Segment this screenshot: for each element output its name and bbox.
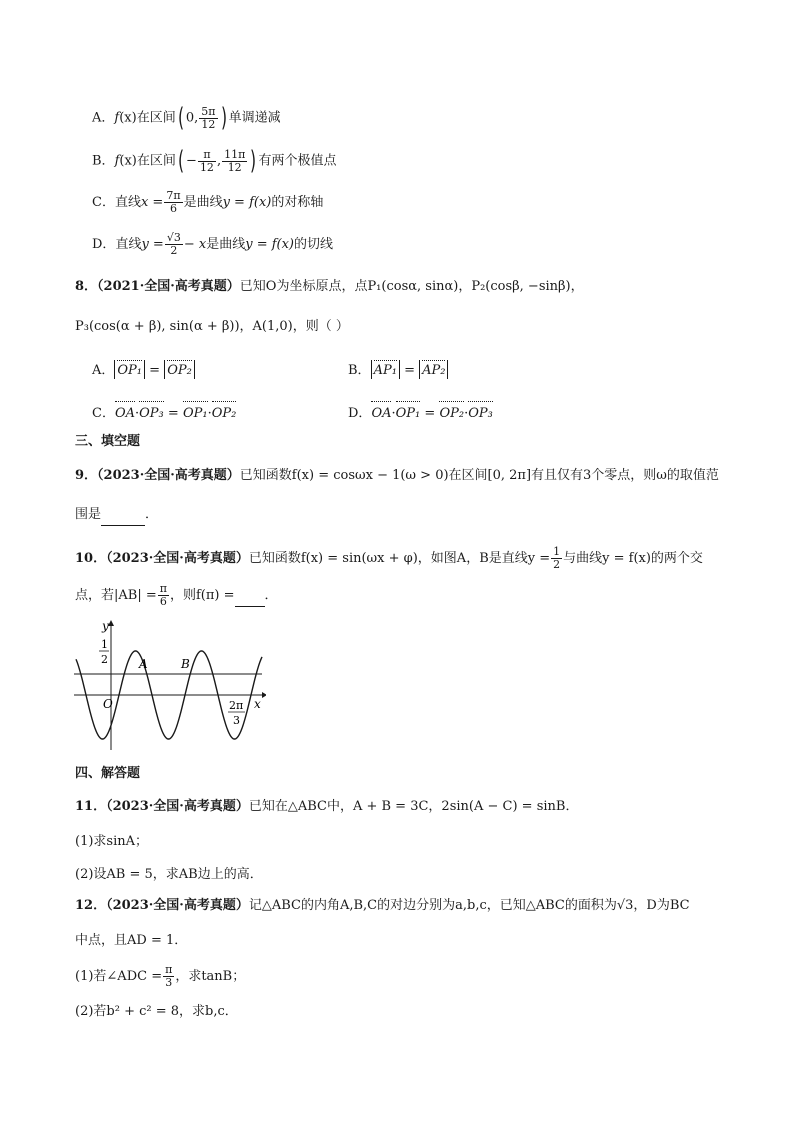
point-b-label: B [181,657,190,671]
q9-stem-line1: 9．（2023·全国·高考真题）已知函数f(x) = cosωx − 1(ω > 0)在区间[0, 2π]有且仅有3个零点，则ω的取值范 [75,468,719,483]
tick-2pi3-den: 3 [233,714,240,727]
frac-pi-3: $\frac{\pi}{3}$ [165,963,173,989]
frac-pi-12: $\frac{\pi}{12}$ [199,147,214,174]
q7-option-a: A．f(x)在区间( 0, $\frac{5\pi}{12}$ ) 单调递减 [92,103,281,133]
half-label-den: 2 [101,653,108,666]
q9-stem-line2: 围是 ． [75,505,158,526]
q8-option-d: D．OA·OP₁ = OP₂·OP₃ [348,401,493,424]
q10-stem-line1: 10．（2023·全国·高考真题）已知函数f(x) = sin(ωx + φ)，如图A，B是直线y = $\frac{1}{2}$ 与曲线y = f(x)的两个交 [75,545,703,571]
sine-graph [66,618,266,752]
q12-stem-line2: 中点，且AD = 1． [75,933,188,948]
frac-5pi-12: $\frac{5\pi}{12}$ [201,104,216,131]
frac-1-2: $\frac{1}{2}$ [553,545,561,571]
frac-sqrt3-2: $\frac{√3}{2}$ [166,231,181,257]
y-axis-arrow [108,620,114,626]
frac-11pi-12: $\frac{11\pi}{12}$ [224,147,246,174]
q11-stem: 11．（2023·全国·高考真题）已知在△ABC中，A + B = 3C，2sin(A − C) = sinB． [75,799,579,814]
q8-option-b: B． AP₁ = AP₂ [348,360,448,381]
q7-option-b: B．f(x)在区间( − $\frac{\pi}{12}$ , $\frac{11\pi}{12}$ ) 有两个极值点 [92,146,337,176]
frac-pi-6: $\frac{\pi}{6}$ [159,582,167,608]
q8-option-c: C．OA·OP₃ = OP₁·OP₂ [92,401,236,424]
tick-2pi3-num: 2π [229,699,244,712]
q7-option-c: C．直线x = $\frac{7\pi}{6}$ 是曲线y = f(x)的对称轴 [92,189,324,215]
q12-part1: (1)若∠ADC = $\frac{\pi}{3}$ ，求tanB； [75,963,246,989]
half-label-num: 1 [101,638,108,651]
q10-stem-line2: 点，若|AB| = $\frac{\pi}{6}$ ，则f(π) = ． [75,582,278,608]
section-heading-fill-in: 三、填空题 [75,434,141,449]
q7-option-d: D．直线y = $\frac{√3}{2}$ − x是曲线y = f(x)的切线 [92,231,334,257]
q8-option-a: A． OP₁ = OP₂ [92,360,195,381]
frac-7pi-6: $\frac{7\pi}{6}$ [166,189,181,215]
section-heading-solutions: 四、解答题 [75,766,141,781]
y-axis-label: y [102,619,109,633]
q12-stem-line1: 12．（2023·全国·高考真题）记△ABC的内角A,B,C的对边分别为a,b,c，已知△ABC的面积为√3，D为BC [75,898,690,913]
q8-stem-line2: P₃(cos(α + β), sin(α + β))，A(1,0)，则（ ） [75,319,349,334]
q11-part1: (1)求sinA； [75,834,149,849]
origin-label: O [103,697,113,711]
x-axis-label: x [254,697,261,711]
x-axis-arrow [262,692,266,698]
q11-part2: (2)设AB = 5，求AB边上的高． [75,867,263,882]
point-a-label: A [139,657,148,671]
q8-stem-line1: 8．（2021·全国·高考真题）已知O为坐标原点，点P₁(cosα, sinα)，P₂(cosβ, −sinβ)， [75,279,584,294]
q12-part2: (2)若b² + c² = 8，求b,c． [75,1004,238,1019]
